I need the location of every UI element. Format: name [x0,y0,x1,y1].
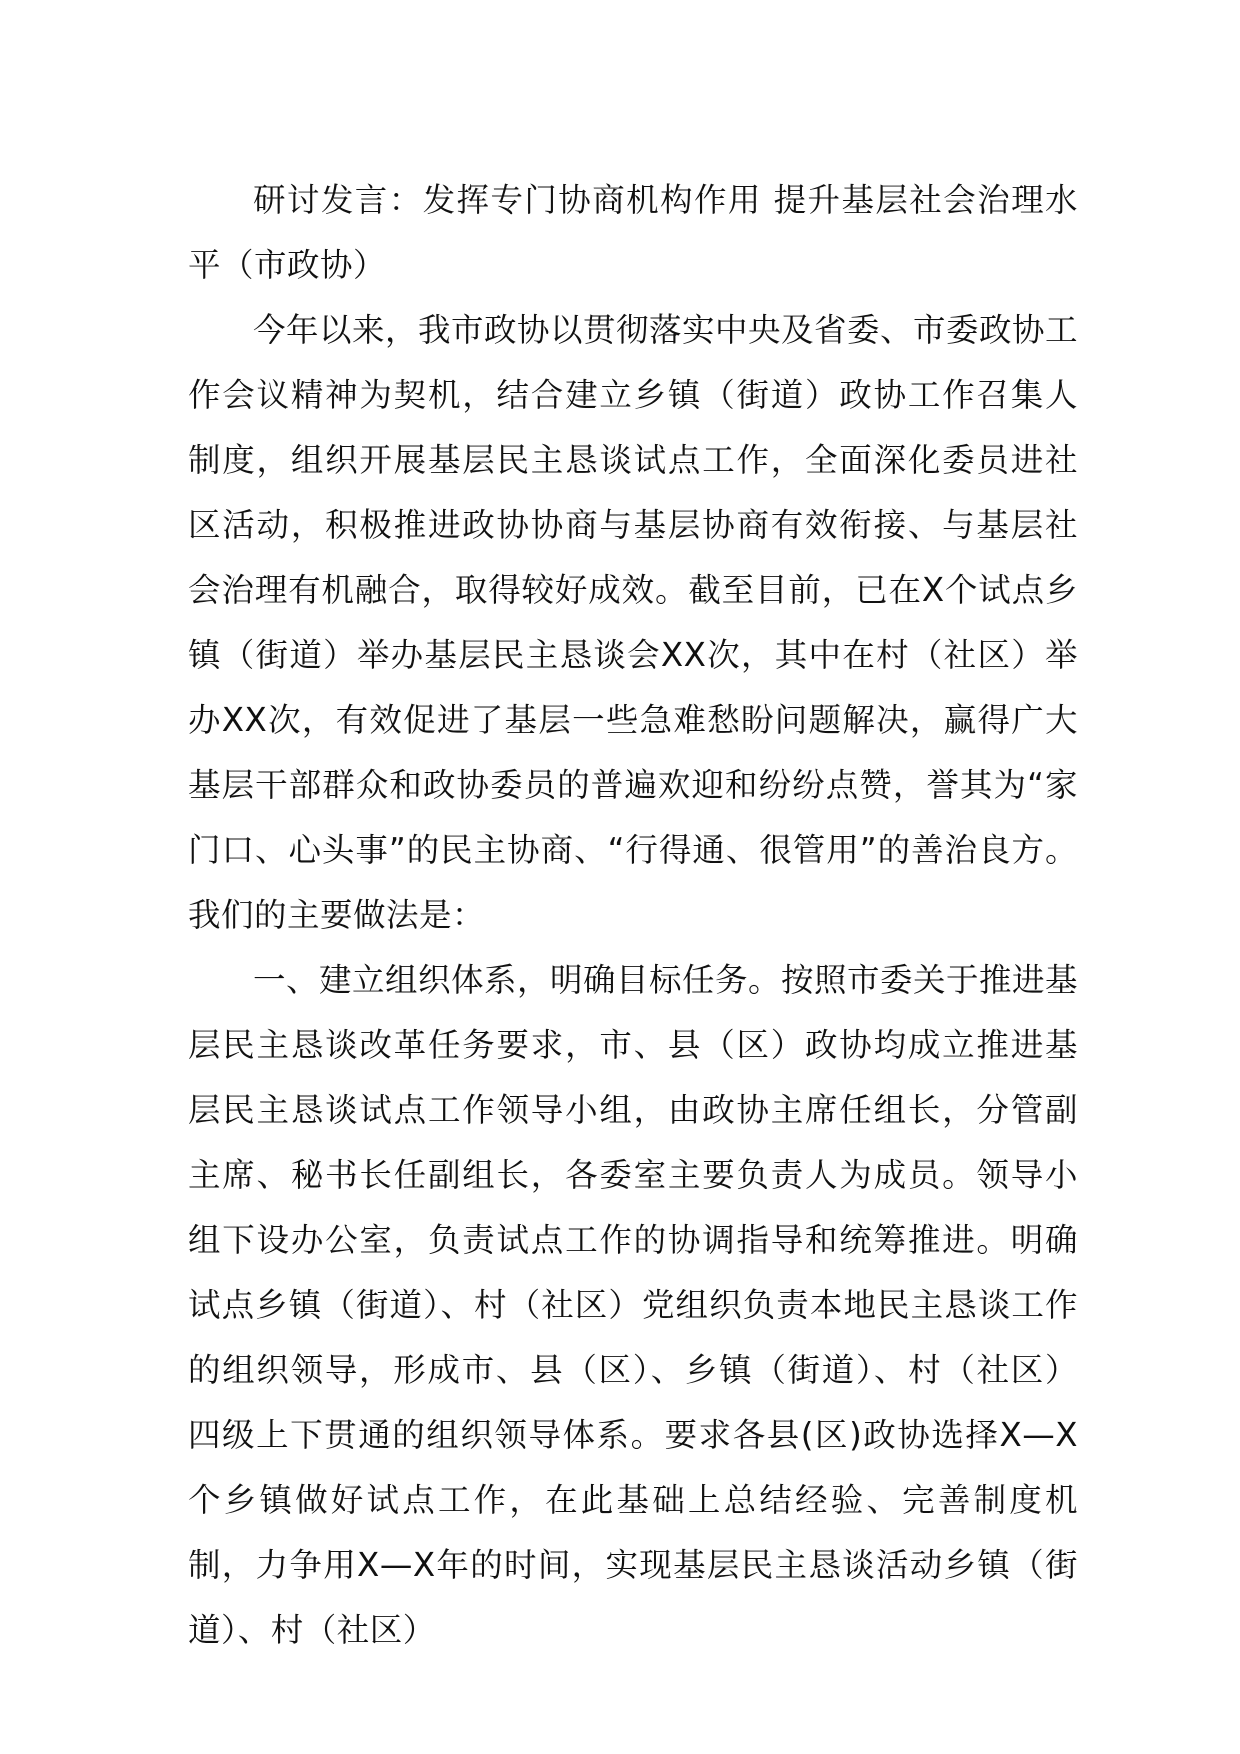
paragraph-intro: 今年以来，我市政协以贯彻落实中央及省委、市委政协工作会议精神为契机，结合建立乡镇（街道）政协工作召集人制度，组织开展基层民主恳谈试点工作，全面深化委员进社区活动，积极推进政协协商与基层协商有效衔接、与基层社会治理有机融合，取得较好成效。截至目前，已在X个试点乡镇（街道）举办基层民主恳谈会XX次，其中在村（社区）举办XX次，有效促进了基层一些急难愁盼问题解决，赢得广大基层干部群众和政协委员的普遍欢迎和纷纷点赞，誉其为“家门口、心头事”的民主协商、“行得通、很管用”的善治良方。我们的主要做法是： [188,311,1079,934]
document-title: 研讨发言：发挥专门协商机构作用 提升基层社会治理水平（市政协） [188,181,1078,284]
document-page [188,168,1078,1663]
paragraph-section-one: 一、建立组织体系，明确目标任务。按照市委关于推进基层民主恳谈改革任务要求，市、县（区）政协均成立推进基层民主恳谈试点工作领导小组，由政协主席任组长，分管副主席、秘书长任副组长，各委室主要负责人为成员。领导小组下设办公室，负责试点工作的协调指导和统筹推进。明确试点乡镇（街道）、村（社区）党组织负责本地民主恳谈工作的组织领导，形成市、县（区）、乡镇（街道）、村（社区）四级上下贯通的组织领导体系。要求各县(区)政协选择X—X个乡镇做好试点工作，在此基础上总结经验、完善制度机制，力争用X—X年的时间，实现基层民主恳谈活动乡镇（街道）、村（社区） [188,961,1079,1649]
